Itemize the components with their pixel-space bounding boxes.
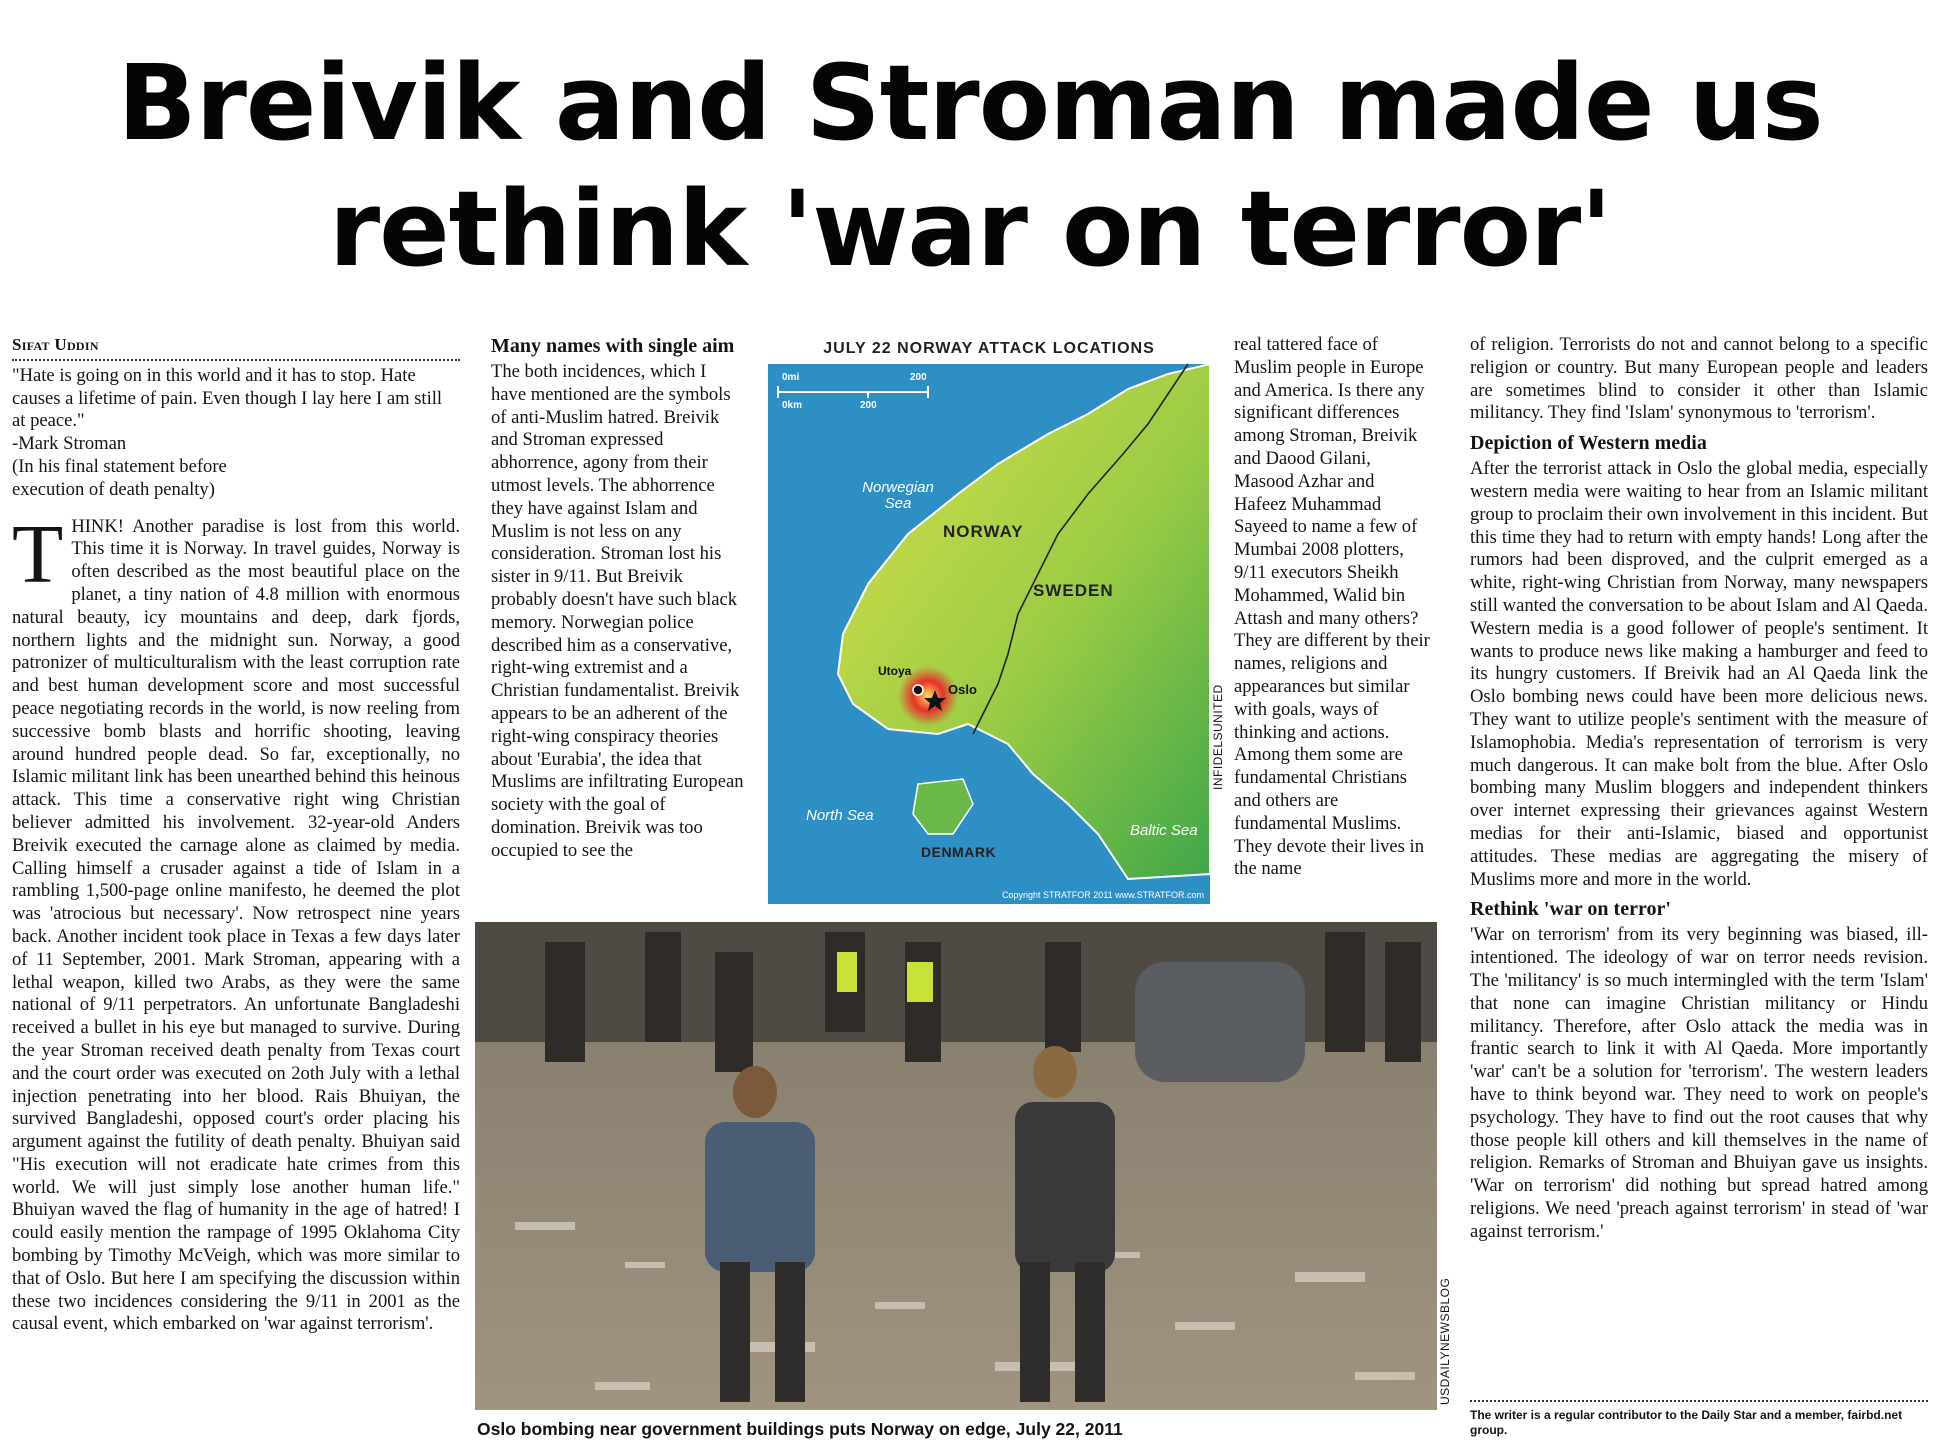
epigraph: [12, 365, 460, 502]
epigraph-attribution: -Mark Stroman: [12, 433, 127, 455]
col4-intro: of religion. Terrorists do not and cannot belong to a specific religion or country. But many European people and leaders are sometimes blind to consider it other than Islamic militancy. They find 'Islam' synonymous to 'terrorism'.: [1470, 334, 1928, 424]
label-baltic-sea: Baltic Sea: [1130, 822, 1198, 839]
col3-text: real tattered face of Muslim people in Europe and America. Is there any significant differences among Stroman, Breivik and Daood Gilani, Masood Azhar and Hafeez Muhammad Sayeed to name a few of Mumbai 2008 plotters, 9/11 executors Sheikh Mohammed, Walid bin Attash and many others? They are different by their names, religions and appearances but similar with goals, ways of thinking and actions. Among them some are fundamental Christians and others are fundamental Muslims. They devote their lives in the name: [1234, 334, 1430, 880]
headline-line-1: Breivik and Stroman made us: [117, 42, 1823, 164]
epigraph-quote: "Hate is going on in this world and it has to stop. Hate causes a lifetime of pain. Even though I lay here I am still at peace.": [12, 364, 443, 432]
article-body-col1: [12, 507, 460, 1337]
photo-graphic: [475, 922, 1437, 1410]
scale-mi-0: 0mi: [782, 372, 800, 383]
debris-street: [475, 1042, 1437, 1410]
photo-caption: Oslo bombing near government buildings puts Norway on edge, July 22, 2011: [477, 1419, 1123, 1439]
column-1: [12, 334, 460, 1336]
column-3: [1234, 334, 1430, 881]
author-note: The writer is a regular contributor to the Daily Star and a member, fairbd.net group.: [1470, 1400, 1928, 1438]
photo-side-credit: USDAILYNEWSBLOG: [1438, 1277, 1452, 1405]
col1-text: HINK! Another paradise is lost from this world. This time it is Norway. In travel guides, Norway is often described as the most beautiful place on the planet, a tiny nation of 4.8 million with enormous natural beauty, icy mountains and deep, dark fjords, northern lights and the midnight sun. Norway, a good patronizer of multiculturalism with the least corruption rate and best human development score and most successful peace negotiating records in the world, is now reeling from successive bomb blasts and horrific shooting, leaving around hundred people dead. So far, exceptionally, no Islamic militant link has been unearthed behind this heinous attack. This time a conservative right wing Christian believer admitted his involvement. 32-year-old Anders Breivik executed the carnage alone as claimed by media. Calling himself a crusader against a tide of Islam in a rambling 1,500-page online manifesto, he deemed the plot was 'atrocious but necessary'. Now retrospect nine years back. Another incident took place in Texas a few days later of 11 September, 2001. Mark Stroman, appearing with a lethal weapon, killed two Arabs, as they were the same national of 9/11 perpetrators. An unfortunate Bangladeshi received a bullet in his eye but managed to survive. During the year Stroman received death penalty from Texas court and the court order was executed on 2oth July with a lethal injection penetrating into her blood. Rais Bhuiyan, the survived Bangladeshi, opposed court's order placing his argument against the futility of death penalty. Bhuiyan said "His execution will not eradicate hate crimes from this world. We will just simply lose another human life." Bhuiyan waved the flag of humanity in the age of hatred! I could easily mention the rampage of 1995 Oklahoma City bombing by Timothy McVeigh, which was more similar to that of Oslo. But here I am specifying the discussion within these two incidences considering the 9/11 in 2001 as the causal event, which embarked on 'war against terrorism'.: [12, 515, 460, 1335]
col4-western-media-text: After the terrorist attack in Oslo the global media, especially western media were waiting to hear from an Islamic militant group to proclaim their own involvement in this incident. But this time they had to return with empty hands! Long after the rumors had been disproved, and the culprit emerged as a white, right-wing Christian from Norway, many newspapers still wanted the conversation to be about Islam and Al Qaeda. Western media is a good follower of people's sentiment. It wants to produce news like making a hamburger and feed to its hungry customers. If Breivik had an Al Qaeda link the Oslo bombing news could have been more delicious news. They want to utilize people's sentiment with the measure of Islamophobia. Media's representation of terrorism is very much dangerous. It can make bolt from the blue. After Oslo bombing many Muslim bloggers and independent thinkers over internet expressing their grievances against Western medias for their anti-Islamic, biased and opportunist attitudes. These medias are aggregating the misery of Muslims more and more in the world.: [1470, 458, 1928, 890]
byline-text: Sifat Uddin: [12, 335, 99, 354]
scale-km-200: 200: [860, 400, 877, 411]
norway-attack-map: [768, 334, 1210, 904]
epigraph-note: (In his final statement before execution of death penalty): [12, 455, 227, 500]
drop-cap: T: [12, 507, 64, 601]
label-north-sea: North Sea: [806, 807, 874, 824]
label-denmark: DENMARK: [921, 844, 997, 860]
map-side-credit: INFIDELSUNITED: [1211, 684, 1225, 790]
label-norway: NORWAY: [943, 522, 1024, 541]
scale-mi-200: 200: [910, 372, 927, 383]
label-utoya: Utoya: [878, 664, 912, 678]
oslo-bombing-photo: [475, 922, 1437, 1410]
headline: [80, 40, 1860, 292]
map-copyright: Copyright STRATFOR 2011 www.STRATFOR.com: [1001, 890, 1204, 900]
col2-text: The both incidences, which I have mentioned are the symbols of anti-Muslim hatred. Breivik and Stroman expressed abhorrence, agony from their utmost levels. The abhorrence they have against Islam and Muslim is not less on any consideration. Stroman lost his sister in 9/11. But Breivik probably doesn't have such black memory. Norwegian police described him as a conservative, right-wing extremist and a Christian fundamentalist. Breivik appears to be an adherent of the right-wing conspiracy theories about 'Eurabia', the idea that Muslims are infiltrating European society with the goal of domination. Breivik was too occupied to see the: [491, 361, 744, 861]
subhead-rethink-war: Rethink 'war on terror': [1470, 898, 1671, 921]
scale-km-0: 0km: [782, 400, 803, 411]
utoya-marker: [913, 685, 923, 695]
subhead-many-names: Many names with single aim: [491, 335, 735, 357]
col4-rethink-text: 'War on terrorism' from its very beginning was biased, ill-intentioned. The ideology of war on terror needs revision. The 'militancy' is so much intermingled with the term 'Islam' that none can imagine Christian militancy or Hindu militancy. Therefore, after Oslo attack the media was in frantic search to link it with Al Qaeda. More importantly 'war' can't be a solution for 'terrorism'. The western leaders have to think beyond war. They need to work on people's psychology. They have to find out the root causes that why those people kill others and kill themselves in the name of religion. Remarks of Stroman and Bhuiyan gave us insights. 'War on terrorism' did nothing but spread hatred among religions. We need 'preach against terrorism' in stead of 'war against terrorism.': [1470, 924, 1928, 1242]
damaged-car: [1135, 962, 1305, 1082]
column-4: [1470, 334, 1928, 1243]
map-title: JULY 22 NORWAY ATTACK LOCATIONS: [823, 340, 1155, 357]
author-byline: [12, 334, 460, 361]
column-2: [491, 334, 745, 863]
label-sweden: SWEDEN: [1033, 581, 1114, 600]
subhead-western-media: Depiction of Western media: [1470, 432, 1707, 455]
label-norwegian-sea: Norwegian Sea: [862, 479, 934, 512]
headline-line-2: rethink 'war on terror': [328, 168, 1612, 290]
label-oslo: Oslo: [948, 682, 977, 697]
